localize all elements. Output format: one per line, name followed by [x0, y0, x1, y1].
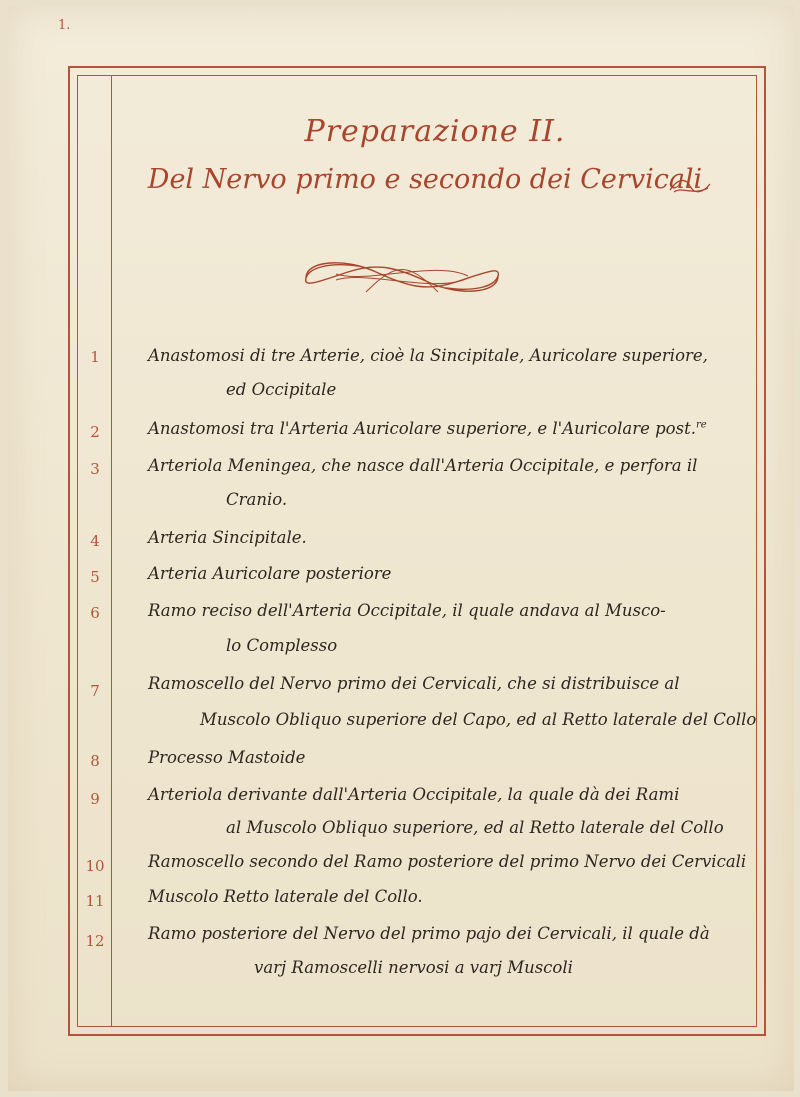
- entry-12-line-1: Ramo posteriore del Nervo del primo pajo dei Cervicali, il quale dà: [148, 924, 710, 943]
- entry-8-line-1: Processo Mastoide: [148, 748, 306, 767]
- flourish-icon: [668, 176, 712, 198]
- entry-number-4: 4: [90, 532, 100, 550]
- entry-number-12: 12: [85, 932, 105, 950]
- entry-6-line-1: Ramo reciso dell'Arteria Occipitale, il quale andava al Musco-: [148, 601, 666, 620]
- entry-1-line-2: ed Occipitale: [226, 380, 337, 399]
- entry-number-2: 2: [90, 423, 100, 441]
- entry-number-10: 10: [85, 857, 105, 875]
- entry-number-9: 9: [90, 790, 100, 808]
- entry-6-line-2: lo Complesso: [226, 636, 338, 655]
- entry-3-line-1: Arteriola Meningea, che nasce dall'Arteria Occipitale, e perfora il: [148, 456, 698, 475]
- entry-7-line-1: Ramoscello del Nervo primo dei Cervicali, che si distribuisce al: [148, 674, 680, 693]
- entry-11-line-1: Muscolo Retto laterale del Collo.: [148, 887, 423, 906]
- entry-2-superscript: re: [695, 419, 707, 431]
- page-number: 1.: [58, 18, 71, 33]
- page-title: Preparazione II.: [304, 114, 566, 149]
- entry-3-line-2: Cranio.: [226, 490, 288, 509]
- entry-number-3: 3: [90, 460, 100, 478]
- page-subtitle: Del Nervo primo e secondo dei Cervicali: [147, 164, 703, 195]
- inner-border: [77, 75, 757, 1027]
- entry-number-7: 7: [90, 682, 100, 700]
- entry-number-5: 5: [90, 568, 100, 586]
- entry-number-11: 11: [85, 892, 105, 910]
- entry-9-line-1: Arteriola derivante dall'Arteria Occipitale, la quale dà dei Rami: [148, 785, 680, 804]
- margin-rule: [111, 75, 112, 1027]
- entry-12-line-2: varj Ramoscelli nervosi a varj Muscoli: [254, 958, 573, 977]
- calligraphic-ornament-icon: [296, 252, 508, 302]
- entry-10-line-1: Ramoscello secondo del Ramo posteriore del primo Nervo dei Cervicali: [148, 852, 747, 871]
- entry-number-8: 8: [90, 752, 100, 770]
- entry-number-6: 6: [90, 604, 100, 622]
- entry-2-line-1: Anastomosi tra l'Arteria Auricolare superiore, e l'Auricolare post.$^{re}$: [148, 419, 707, 438]
- entry-number-1: 1: [90, 348, 100, 366]
- entry-4-line-1: Arteria Sincipitale.: [148, 528, 307, 547]
- entry-1-line-1: Anastomosi di tre Arterie, cioè la Sincipitale, Auricolare superiore,: [148, 346, 708, 365]
- entry-9-line-2: al Muscolo Obliquo superiore, ed al Retto laterale del Collo: [226, 818, 724, 837]
- entry-7-line-2: Muscolo Obliquo superiore del Capo, ed al Retto laterale del Collo: [200, 710, 757, 729]
- entry-5-line-1: Arteria Auricolare posteriore: [148, 564, 392, 583]
